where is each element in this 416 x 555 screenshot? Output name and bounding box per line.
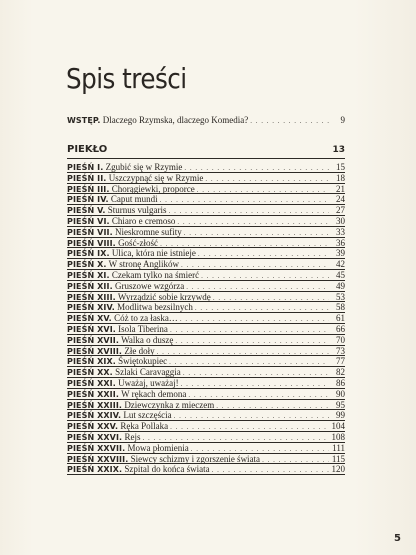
entry-prefix: PIEŚŃ XIX. xyxy=(67,357,116,367)
entry-prefix: PIEŚŃ XIII. xyxy=(67,292,116,302)
toc-entry-song xyxy=(67,454,345,465)
toc-entry-song xyxy=(67,238,345,249)
entry-title: Chorągiewki, proporce xyxy=(111,183,195,194)
entry-page-number: 42 xyxy=(336,259,345,270)
toc-entry-song xyxy=(67,248,345,259)
entry-title: Szpital do końca świata xyxy=(124,464,210,475)
part-page-number: 13 xyxy=(332,145,345,155)
entry-page-number: 82 xyxy=(336,367,345,378)
toc-entry-song xyxy=(67,216,345,227)
entry-label xyxy=(67,115,248,126)
dot-leader xyxy=(250,116,329,127)
entry-page-number: 99 xyxy=(336,410,345,421)
entry-prefix: PIEŚŃ IV. xyxy=(67,195,109,205)
entry-prefix: PIEŚŃ XVI. xyxy=(67,324,116,334)
toc-entry-song xyxy=(67,194,345,205)
toc-entry-song xyxy=(67,281,345,292)
entry-page-number: 86 xyxy=(336,377,345,388)
part-title: PIEKŁO xyxy=(67,144,108,155)
entry-page-number: 15 xyxy=(336,162,345,172)
entry-title: Sturnus vulgaris xyxy=(107,205,167,216)
entry-page-number: 9 xyxy=(340,115,345,125)
entry-prefix: PIEŚŃ VIII. xyxy=(67,238,116,248)
entry-title: W rękach demona xyxy=(121,388,187,399)
entry-page-number: 73 xyxy=(336,345,345,356)
entry-prefix: PIEŚŃ V. xyxy=(67,206,106,216)
divider-line xyxy=(67,158,345,159)
entry-page-number: 77 xyxy=(336,356,345,367)
entry-title: Siewcy schizmy i zgorszenie świata xyxy=(130,453,261,464)
entry-prefix: PIEŚŃ XXIV. xyxy=(67,411,122,421)
toc-entry-song xyxy=(67,173,345,184)
entry-page-number: 95 xyxy=(336,399,345,410)
song-list xyxy=(67,162,345,475)
toc-entry-song xyxy=(67,378,345,389)
entry-page-number: 24 xyxy=(336,194,345,205)
entry-prefix: WSTĘP. xyxy=(67,116,101,125)
entry-prefix: PIEŚŃ XXIII. xyxy=(67,400,123,410)
entry-prefix: PIEŚŃ X. xyxy=(67,260,107,270)
entry-title: Modlitwa bezsilnych xyxy=(117,302,193,313)
entry-page-number: 39 xyxy=(336,248,345,259)
page-number: 5 xyxy=(394,533,401,544)
toc-entry-song xyxy=(67,184,345,195)
toc-entry-song xyxy=(67,389,345,400)
toc-entry-song xyxy=(67,227,345,238)
entry-prefix: PIEŚŃ I. xyxy=(67,163,104,172)
toc-entry-song xyxy=(67,205,345,216)
toc-entry-song xyxy=(67,346,345,357)
entry-prefix: PIEŚŃ XXVIII. xyxy=(67,454,129,464)
entry-title: Caput mundi xyxy=(110,194,158,205)
entry-title: Gość-złość xyxy=(118,237,159,248)
entry-title: Mowa płomienia xyxy=(127,442,189,453)
entry-title: Rejs xyxy=(124,431,141,442)
entry-title: Cóż to za łaska… xyxy=(114,313,178,324)
entry-page-number: 53 xyxy=(336,291,345,302)
entry-page-number: 49 xyxy=(336,280,345,291)
entry-title: Dziewczynka z mieczem xyxy=(124,399,215,410)
entry-prefix: PIEŚŃ II. xyxy=(67,173,107,183)
page-title: Spis treści xyxy=(66,62,187,95)
entry-prefix: PIEŚŃ XXV. xyxy=(67,422,119,432)
entry-page-number: 36 xyxy=(336,237,345,248)
entry-page-number: 90 xyxy=(336,388,345,399)
entry-prefix: PIEŚŃ XXIX. xyxy=(67,465,123,475)
entry-prefix: PIEŚŃ XVIII. xyxy=(67,346,123,356)
entry-title: Ręka Pollaka xyxy=(120,421,169,432)
entry-title: Szlaki Caravaggia xyxy=(115,367,181,378)
entry-title: Gruszowe wzgórza xyxy=(114,280,185,291)
toc-entry-song xyxy=(67,400,345,411)
toc-entry-song xyxy=(67,335,345,346)
entry-prefix: PIEŚŃ IX. xyxy=(67,249,110,259)
entry-prefix: PIEŚŃ III. xyxy=(67,184,110,194)
toc-entry-song xyxy=(67,302,345,313)
entry-page-number: 111 xyxy=(332,442,345,453)
entry-title: Walka o duszę xyxy=(121,334,174,345)
toc-entry-song xyxy=(67,410,345,421)
entry-prefix: PIEŚŃ XIV. xyxy=(67,303,115,313)
entry-page-number: 61 xyxy=(336,313,345,324)
entry-page-number: 108 xyxy=(331,431,345,442)
entry-page-number: 18 xyxy=(336,172,345,183)
table-of-contents xyxy=(67,115,345,475)
entry-prefix: PIEŚŃ XXVII. xyxy=(67,443,126,453)
entry-page-number: 21 xyxy=(336,183,345,194)
toc-entry-song xyxy=(67,292,345,303)
toc-entry-song xyxy=(67,313,345,324)
entry-title: W stronę Anglików xyxy=(108,259,179,270)
entry-title: Lut szczęścia xyxy=(123,410,172,421)
entry-page-number: 66 xyxy=(336,323,345,334)
entry-title: Czekam tylko na śmierć xyxy=(111,269,200,280)
entry-page-number: 104 xyxy=(331,421,345,432)
entry-title: Zgubić się w Rzymie xyxy=(105,162,183,172)
toc-entry-song xyxy=(67,162,345,173)
toc-entry-song xyxy=(67,443,345,454)
entry-title: Ulica, która nie istnieje xyxy=(111,248,196,259)
entry-prefix: PIEŚŃ XXVI. xyxy=(67,432,123,442)
entry-prefix: PIEŚŃ XII. xyxy=(67,281,113,291)
divider-line xyxy=(67,474,345,475)
toc-entry-song xyxy=(67,324,345,335)
entry-page-number: 45 xyxy=(336,269,345,280)
entry-title: Uważaj, uważaj! xyxy=(118,377,179,388)
entry-title: Dlaczego Rzymska, dlaczego Komedia? xyxy=(102,115,249,125)
toc-entry-song xyxy=(67,270,345,281)
toc-entry-song xyxy=(67,421,345,432)
entry-page-number: 30 xyxy=(336,215,345,226)
toc-entry-part xyxy=(67,143,345,157)
entry-page-number: 120 xyxy=(331,464,345,475)
entry-page-number: 70 xyxy=(336,334,345,345)
entry-title: Nieskromne sufity xyxy=(114,226,182,237)
entry-prefix: PIEŚŃ XX. xyxy=(67,368,113,378)
entry-title: Isola Tiberina xyxy=(118,323,168,334)
toc-entry-song xyxy=(67,464,345,475)
toc-entry-intro xyxy=(67,115,345,127)
toc-entry-song xyxy=(67,432,345,443)
entry-title: Uszczypnąć się w Rzymie xyxy=(108,172,204,183)
entry-prefix: PIEŚŃ XXI. xyxy=(67,378,116,388)
entry-prefix: PIEŚŃ XXII. xyxy=(67,389,119,399)
entry-title: Złe doły xyxy=(124,345,155,356)
toc-entry-song xyxy=(67,367,345,378)
entry-prefix: PIEŚŃ XVII. xyxy=(67,335,119,345)
entry-prefix: PIEŚŃ XI. xyxy=(67,270,110,280)
entry-prefix: PIEŚŃ VI. xyxy=(67,216,110,226)
toc-entry-song xyxy=(67,356,345,367)
entry-title: Świętokupiec xyxy=(118,356,168,367)
entry-title: Chiaro e cremoso xyxy=(111,215,176,226)
entry-page-number: 27 xyxy=(336,205,345,216)
entry-page-number: 115 xyxy=(331,453,345,464)
entry-page-number: 58 xyxy=(336,302,345,313)
entry-title: Wyrządzić sobie krzywdę xyxy=(117,291,211,302)
toc-entry-song xyxy=(67,259,345,270)
entry-prefix: PIEŚŃ VII. xyxy=(67,227,113,237)
entry-prefix: PIEŚŃ XV. xyxy=(67,314,112,324)
entry-page-number: 33 xyxy=(336,226,345,237)
